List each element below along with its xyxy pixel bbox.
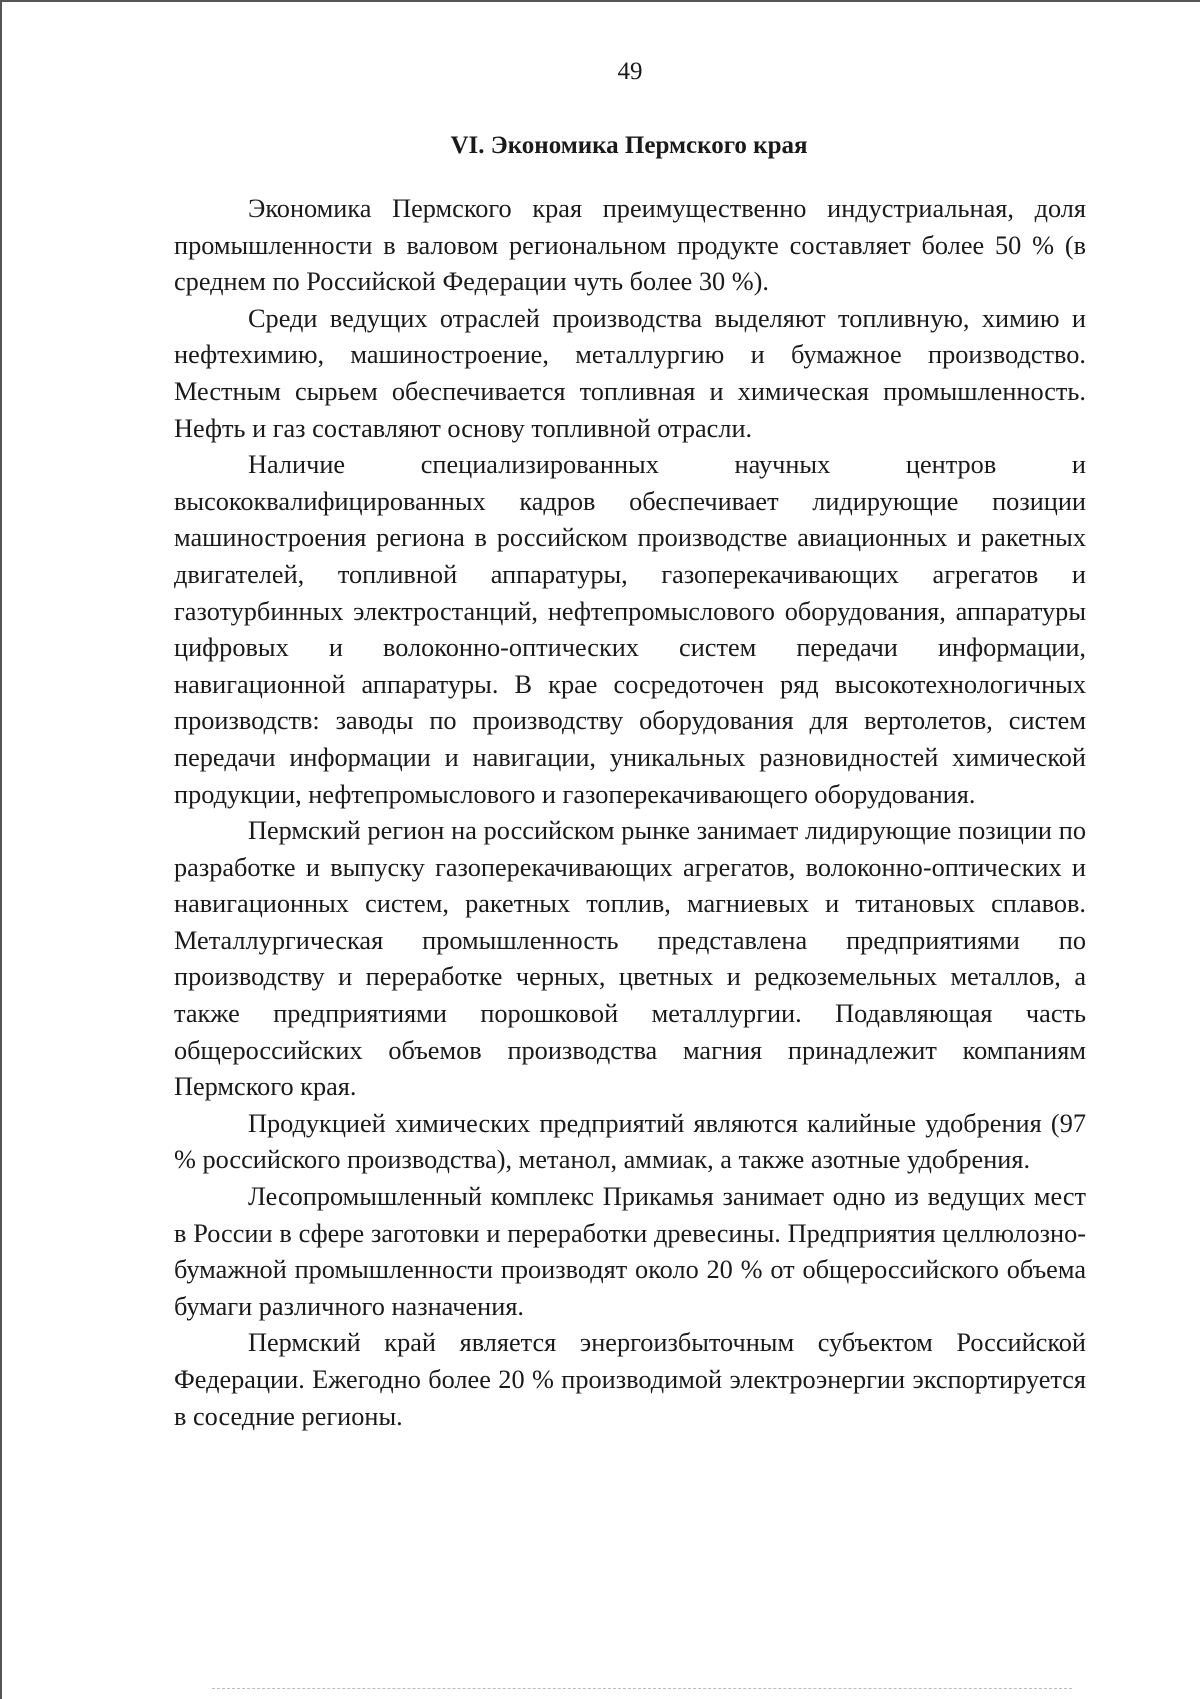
paragraph-economy-overview: Экономика Пермского края преимущественно индустриальная, доля промышленности в валовом региональном продукте составляет более 50 % (в среднем по Российской Федерации чуть более 30 %). (174, 194, 1086, 297)
document-body (174, 191, 1086, 1435)
paragraph-leading-industries: Среди ведущих отраслей производства выделяют топливную, химию и нефтехимию, машиностроение, металлургию и бумажное производство. Местным сырьем обеспечивается топливная и химическая промышленность. Нефть и газ составляют основу топливной отрасли. (174, 303, 1086, 443)
paragraph-machine-building: Наличие специализированных научных центров и высококвалифицированных кадров обеспечивает лидирующие позиции машиностроения региона в российском производстве авиационных и ракетных двигателей, топливной аппаратуры, газоперекачивающих агрегатов и газотурбинных электростанций, нефтепромыслового оборудования, аппаратуры цифровых и волоконно-оптических систем передачи информации, навигационной аппаратуры. В крае сосредоточен ряд высокотехнологичных производств: заводы по производству оборудования для вертолетов, систем передачи информации и навигации, уникальных разновидностей химической продукции, нефтепромыслового и газоперекачивающего оборудования. (174, 450, 1086, 809)
paragraph-chemical-products: Продукцией химических предприятий являются калийные удобрения (97 % российского производства), метанол, аммиак, а также азотные удобрения. (174, 1108, 1086, 1175)
paragraph-timber-complex: Лесопромышленный комплекс Прикамья занимает одно из ведущих мест в России в сфере заготовки и переработки древесины. Предприятия целлюлозно-бумажной промышленности производят около 20 % от общероссийского объема бумаги различного назначения. (174, 1182, 1086, 1321)
page-number: 49 (617, 58, 643, 85)
section-title: VI. Экономика Пермского края (450, 132, 808, 159)
paragraph-energy-surplus: Пермский край является энергоизбыточным субъектом Российской Федерации. Ежегодно более 20 % производимой электроэнергии экспортируется в соседние регионы. (174, 1328, 1086, 1431)
paragraph-market-positions: Пермский регион на российском рынке занимает лидирующие позиции по разработке и выпуску газоперекачивающих агрегатов, волоконно-оптических и навигационных систем, ракетных топлив, магниевых и титановых сплавов. Металлургическая промышленность представлена предприятиями по производству и переработке черных, цветных и редкоземельных металлов, а также предприятиями порошковой металлургии. Подавляющая часть общероссийских объемов производства магния принадлежит компаниям Пермского края. (174, 816, 1086, 1102)
scan-artifact-line (212, 1688, 1072, 1689)
